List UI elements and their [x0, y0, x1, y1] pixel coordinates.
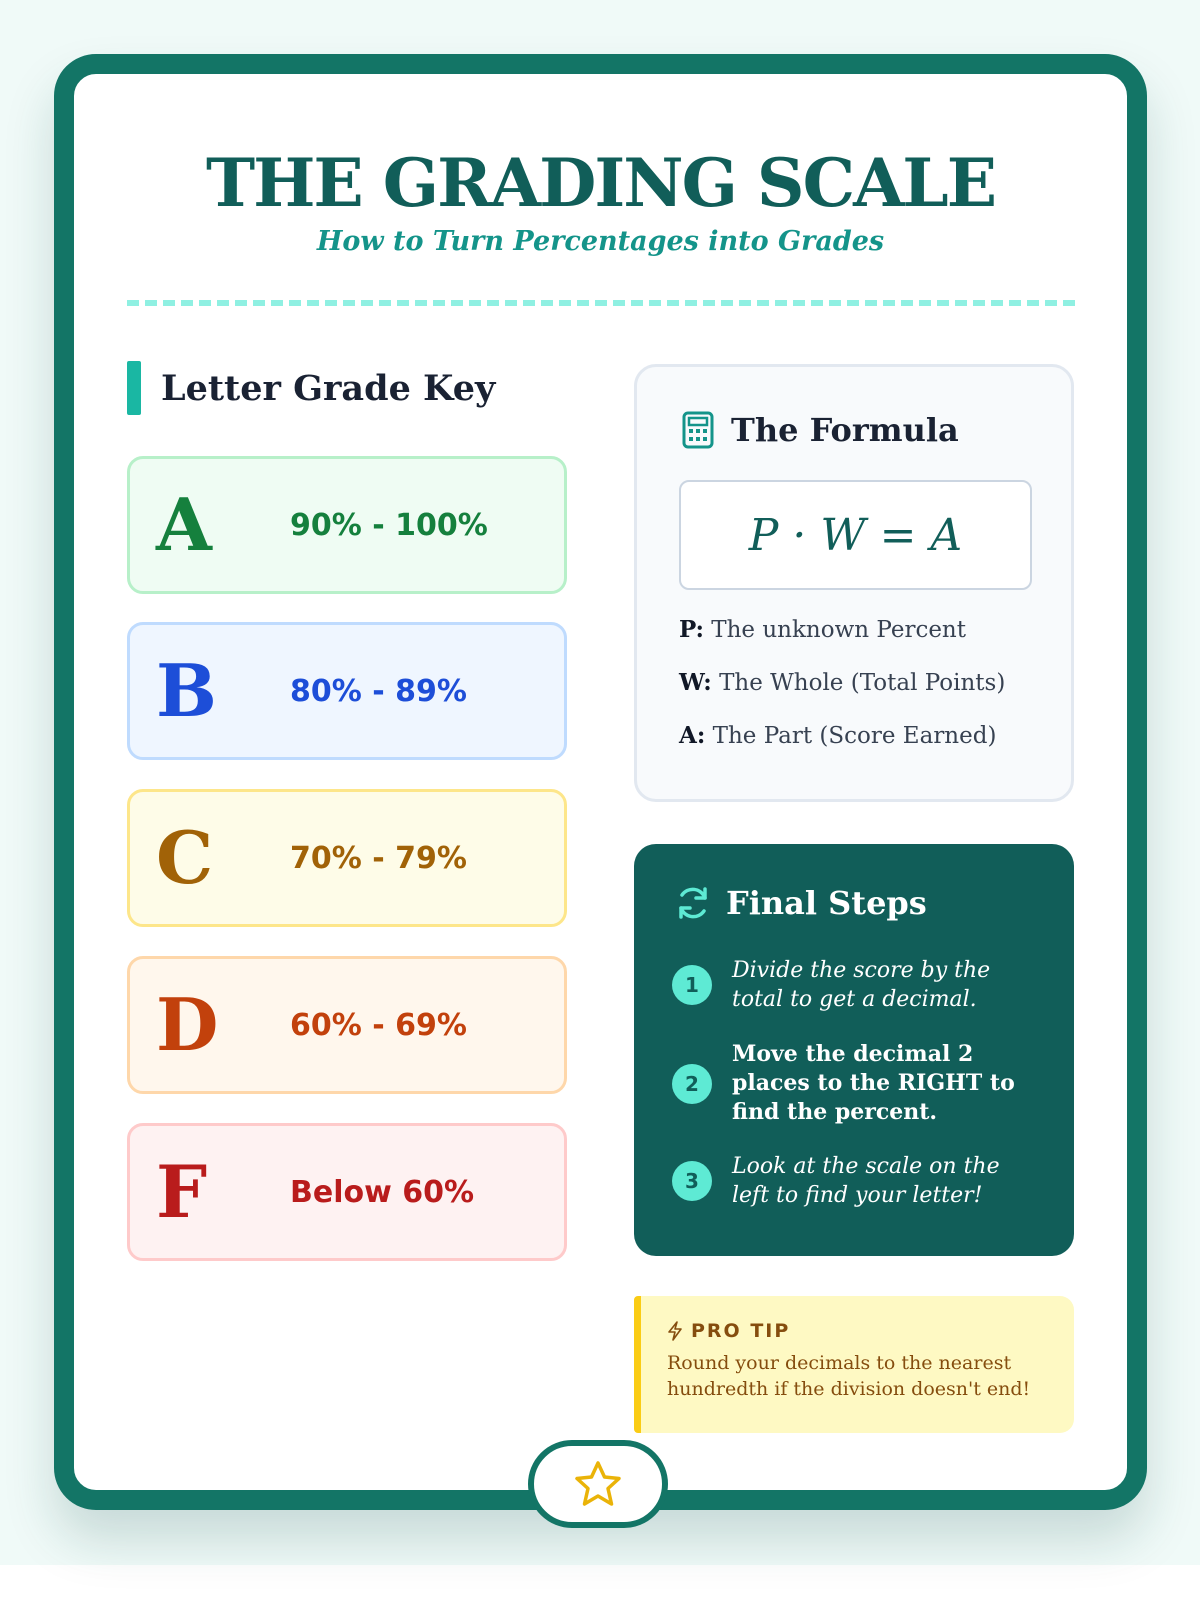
formula-legend-a — [679, 722, 996, 749]
grade-key-heading — [127, 361, 495, 415]
formula-title: The Formula — [731, 411, 959, 449]
legend-text: The Part (Score Earned) — [712, 723, 997, 749]
final-steps-card — [634, 844, 1074, 1256]
pro-tip-header — [667, 1320, 1074, 1342]
star-icon — [573, 1460, 623, 1508]
formula-card — [634, 364, 1074, 802]
formula-header — [681, 411, 959, 449]
grading-scale-card — [54, 54, 1147, 1510]
grade-letter: A — [156, 482, 212, 567]
grade-range: Below 60% — [290, 1174, 475, 1210]
page-title: THE GRADING SCALE — [205, 144, 996, 222]
step-text: Divide the score by the total to get a decimal. — [732, 958, 991, 1012]
legend-key: P: — [679, 616, 704, 643]
formula-expression: P · W = A — [679, 480, 1032, 590]
pro-tip-text: Round your decimals to the nearest hundredth if the division doesn't end! — [667, 1352, 1031, 1400]
step-number-badge: 2 — [672, 1064, 712, 1104]
page-bottom-strip — [0, 1565, 1200, 1600]
grade-row-d — [127, 956, 567, 1094]
refresh-icon — [674, 884, 712, 922]
formula-legend-p — [679, 616, 966, 643]
step-item — [672, 956, 1032, 1014]
calculator-icon — [681, 411, 715, 449]
grade-range: 90% - 100% — [290, 507, 488, 543]
grade-range: 80% - 89% — [290, 673, 467, 709]
grade-letter: B — [156, 648, 217, 733]
grade-row-f — [127, 1123, 567, 1261]
grade-letter: C — [156, 815, 214, 900]
dashed-divider — [127, 300, 1075, 306]
grade-letter: F — [156, 1149, 208, 1234]
grade-row-a — [127, 456, 567, 594]
grade-row-b — [127, 622, 567, 760]
legend-key: A: — [679, 722, 706, 749]
grade-range: 70% - 79% — [290, 840, 467, 876]
legend-key: W: — [679, 669, 712, 696]
lightning-icon — [667, 1321, 683, 1341]
step-text: Look at the scale on the left to find your letter! — [732, 1154, 1000, 1208]
step-item — [672, 1040, 1032, 1127]
star-badge — [528, 1440, 668, 1528]
grade-key-title: Letter Grade Key — [161, 367, 496, 409]
grade-row-c — [127, 789, 567, 927]
page-subtitle: How to Turn Percentages into Grades — [316, 226, 885, 257]
pro-tip-label: PRO TIP — [691, 1320, 791, 1342]
grade-letter: D — [156, 982, 219, 1067]
step-item — [672, 1152, 1032, 1210]
grade-range: 60% - 69% — [290, 1007, 467, 1043]
pro-tip-callout — [634, 1296, 1074, 1433]
final-steps-header — [674, 884, 927, 922]
legend-text: The unknown Percent — [711, 617, 966, 643]
step-number-badge: 1 — [672, 965, 712, 1005]
legend-text: The Whole (Total Points) — [719, 670, 1006, 696]
step-text: Move the decimal 2 places to the RIGHT to find the percent. — [732, 1041, 1015, 1125]
formula-legend-w — [679, 669, 1005, 696]
heading-accent-bar — [127, 361, 141, 415]
final-steps-title: Final Steps — [726, 884, 927, 922]
step-number-badge: 3 — [672, 1161, 712, 1201]
